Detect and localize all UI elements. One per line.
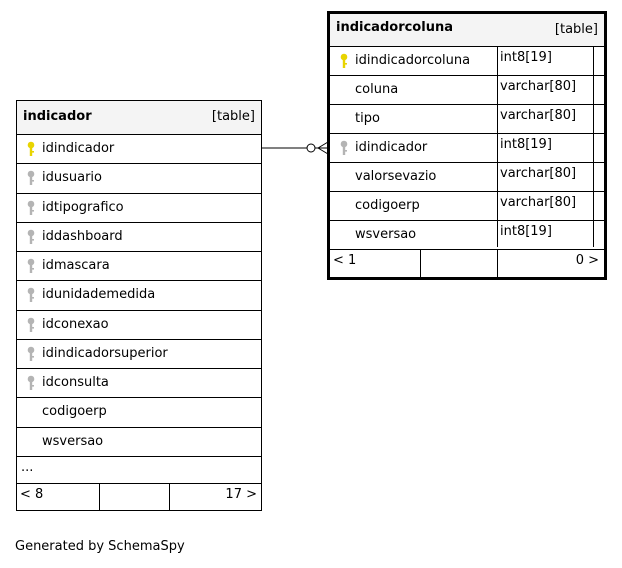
table-indicadorcoluna[interactable]	[327, 11, 607, 280]
column-name: wsversao	[355, 227, 417, 242]
column-row[interactable]	[17, 310, 261, 339]
column-type: varchar[80]	[500, 166, 577, 181]
column-name: codigoerp	[42, 404, 107, 420]
column-type: int8[19]	[500, 137, 552, 152]
column-row[interactable]	[330, 133, 604, 162]
column-type: varchar[80]	[500, 195, 577, 210]
footer-divider	[497, 250, 498, 277]
column-type: varchar[80]	[500, 108, 577, 123]
column-name: iddashboard	[42, 228, 123, 244]
footer-divider	[99, 484, 100, 510]
column-row[interactable]	[17, 280, 261, 309]
column-row[interactable]	[17, 427, 261, 456]
parents-count[interactable]: < 8	[20, 487, 44, 502]
generated-by-label: Generated by SchemaSpy	[15, 539, 185, 554]
more-columns-label: ...	[21, 460, 34, 475]
column-name: wsversao	[42, 433, 104, 449]
column-name: idmascara	[42, 258, 110, 274]
column-name: idindicadorcoluna	[355, 53, 471, 68]
column-name: idunidademedida	[42, 287, 156, 303]
column-row[interactable]	[17, 251, 261, 280]
table-kind-label: [table]	[554, 22, 598, 37]
column-type: varchar[80]	[500, 79, 577, 94]
foreign-key-icon	[26, 375, 36, 391]
column-row[interactable]	[330, 220, 604, 249]
column-name: codigoerp	[355, 198, 420, 213]
relationship-optional-circle	[307, 144, 315, 152]
column-name: valorsevazio	[355, 169, 437, 184]
table-kind-label: [table]	[211, 109, 255, 124]
column-row[interactable]	[330, 75, 604, 104]
column-row[interactable]	[17, 397, 261, 426]
column-row[interactable]	[17, 222, 261, 251]
column-row[interactable]	[330, 162, 604, 191]
right-gutter-divider	[593, 46, 594, 247]
column-type: int8[19]	[500, 50, 552, 65]
column-row[interactable]	[17, 163, 261, 192]
foreign-key-icon	[26, 346, 36, 362]
column-name: idtipografico	[42, 199, 124, 215]
footer-divider	[420, 250, 421, 277]
children-count[interactable]: 0 >	[575, 253, 599, 268]
column-row[interactable]	[17, 134, 261, 163]
column-name: idindicador	[42, 141, 115, 156]
column-name: tipo	[355, 111, 380, 126]
foreign-key-icon	[26, 170, 36, 186]
primary-key-icon	[339, 53, 349, 69]
foreign-key-icon	[26, 287, 36, 303]
column-type: int8[19]	[500, 224, 552, 239]
column-row[interactable]	[17, 339, 261, 368]
foreign-key-icon	[26, 258, 36, 274]
column-name: idconsulta	[42, 375, 109, 391]
column-row[interactable]	[17, 368, 261, 397]
table-name: indicadorcoluna	[336, 20, 453, 35]
foreign-key-icon	[26, 229, 36, 245]
table-header	[17, 101, 261, 134]
more-columns-row	[17, 456, 261, 483]
column-row[interactable]	[330, 46, 604, 75]
column-name: coluna	[355, 82, 399, 97]
foreign-key-icon	[26, 200, 36, 216]
column-name: idindicador	[355, 140, 428, 155]
footer-divider	[169, 484, 170, 510]
column-row[interactable]	[17, 193, 261, 222]
table-name: indicador	[23, 109, 92, 124]
relationship-counts	[17, 483, 261, 510]
type-column-divider	[497, 46, 498, 247]
children-count[interactable]: 17 >	[225, 487, 257, 502]
relationship-counts	[330, 249, 604, 277]
primary-key-icon	[26, 141, 36, 157]
column-name: idindicadorsuperior	[42, 345, 168, 361]
table-indicador[interactable]	[16, 100, 262, 511]
column-name: idconexao	[42, 316, 109, 332]
table-header	[330, 14, 604, 46]
foreign-key-icon	[339, 140, 349, 156]
foreign-key-icon	[26, 317, 36, 333]
column-row[interactable]	[330, 104, 604, 133]
parents-count[interactable]: < 1	[333, 253, 357, 268]
column-row[interactable]	[330, 191, 604, 220]
column-name: idusuario	[42, 170, 102, 186]
